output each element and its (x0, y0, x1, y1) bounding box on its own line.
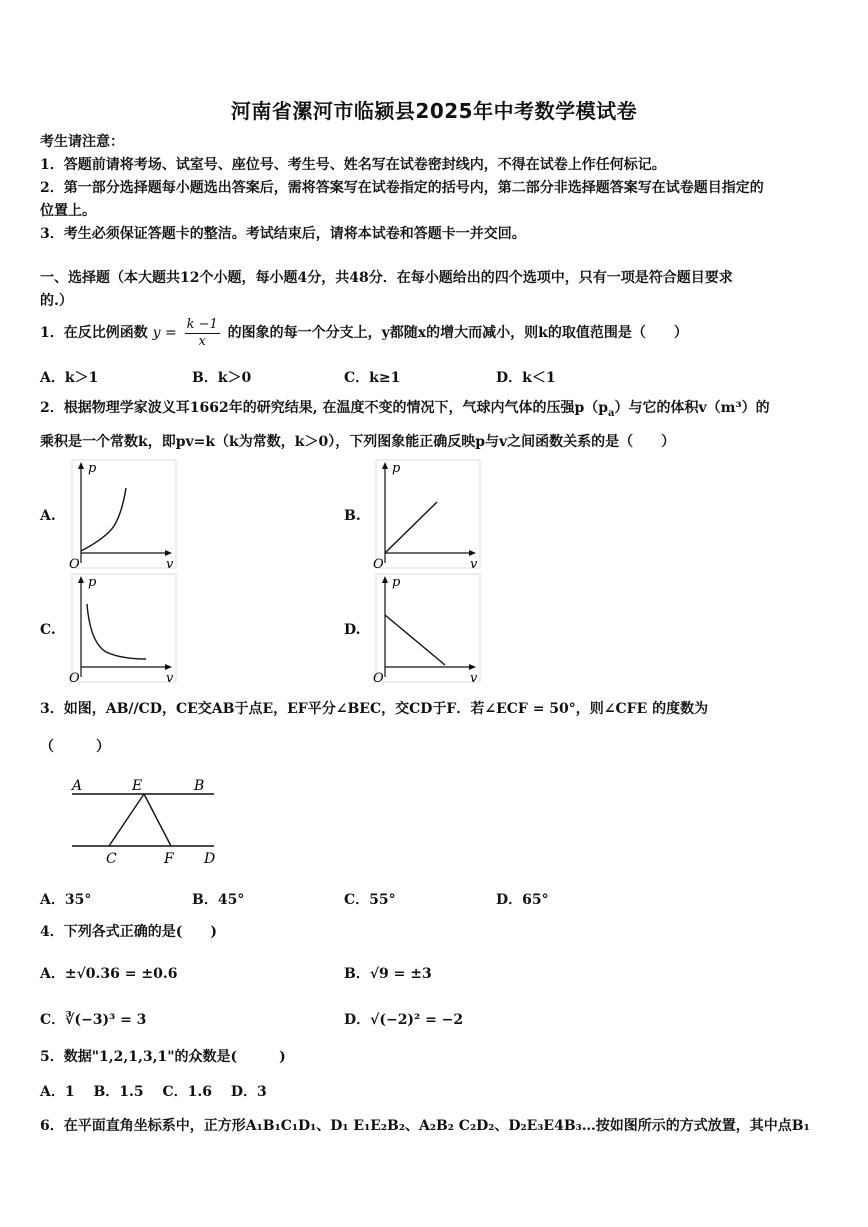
q3-option-a: A．35° (40, 892, 92, 908)
notice-item-3: 3．考生必须保证答题卡的整洁。考试结束后，请将本试卷和答题卡一并交回。 (40, 226, 526, 242)
question-3-line-1: 3．如图，AB//CD，CE交AB于点E，EF平分∠BEC，交CD于F．若∠ECF = 50°，则∠CFE 的度数为 (40, 701, 709, 717)
axis-v-label: v (166, 671, 174, 686)
q5-options: A．1 B．1.5 C．1.6 D．3 (40, 1084, 267, 1100)
q2-sub: a (608, 407, 615, 419)
origin-label: O (373, 671, 384, 686)
page-title: 河南省漯河市临颍县2025年中考数学模试卷 (230, 99, 638, 123)
q2-text-a: 2．根据物理学家波义耳1662年的研究结果, 在温度不变的情况下，气球内气体的压强p（p (40, 400, 609, 416)
notice-heading: 考生请注意： (40, 134, 124, 150)
axis-v-label: v (166, 557, 174, 572)
axis-v-label: v (470, 671, 478, 686)
origin-label: O (373, 557, 384, 572)
q3-parallel-lines-figure (64, 774, 234, 866)
q3-option-d: D．65° (496, 892, 549, 908)
q2-graph-d (370, 572, 482, 687)
q2-label-c: C. (40, 622, 56, 638)
q1-option-a: A．k＞1 (40, 370, 99, 386)
q1-y: y = (152, 325, 177, 341)
notice-item-2-cont: 位置上。 (40, 203, 96, 219)
axis-p-label: p (392, 461, 401, 476)
q1-fraction (185, 317, 220, 350)
q2-label-d: D. (344, 622, 361, 638)
q2-label-a: A. (40, 508, 56, 524)
point-e-label: E (132, 778, 143, 794)
q1-option-b: B．k＞0 (192, 370, 252, 386)
q4-option-c: C．∛(−3)³ = 3 (40, 1012, 147, 1028)
q1-suffix: 的图象的每一个分支上，y都随x的增大而减小，则k的取值范围是（ ） (227, 325, 688, 341)
q1-option-c: C．k≥1 (344, 370, 401, 386)
section-heading: 一、选择题（本大题共12个小题，每小题4分，共48分．在每小题给出的四个选项中，只有一项是符合题目要求 (40, 270, 733, 286)
q2-text-b: ）与它的体积v（m³）的 (614, 400, 770, 416)
question-3-line-2: （ ） (40, 739, 110, 755)
axis-p-label: p (88, 461, 97, 476)
q4-option-d: D．√(−2)² = −2 (344, 1012, 464, 1028)
q1-numerator: k −1 (186, 316, 218, 332)
origin-label: O (69, 671, 80, 686)
q3-option-c: C．55° (344, 892, 396, 908)
q4-option-a: A．±√0.36 = ±0.6 (40, 966, 178, 982)
axis-p-label: p (88, 575, 97, 590)
q2-graph-a (66, 458, 178, 573)
point-b-label: B (194, 778, 205, 794)
question-6-stem: 6．在平面直角坐标系中，正方形A₁B₁C₁D₁、D₁ E₁E₂B₂、A₂B₂ C₂D₂、D₂E₃E4B₃…按如图所示的方式放置，其中点B₁ (40, 1118, 810, 1134)
q3-option-b: B．45° (192, 892, 245, 908)
q2-graph-b (370, 458, 482, 573)
section-heading-cont: 的.） (40, 293, 73, 309)
point-a-label: A (72, 778, 83, 794)
q2-label-b: B. (344, 508, 361, 524)
question-2-line-1 (40, 399, 770, 423)
origin-label: O (69, 557, 80, 572)
q2-graph-c (66, 572, 178, 687)
question-2-line-2: 乘积是一个常数k，即pv=k（k为常数，k＞0），下列图象能正确反映p与v之间函数关系的是（ ） (40, 434, 676, 450)
question-5-stem: 5．数据"1,2,1,3,1"的众数是( ) (40, 1049, 286, 1065)
notice-item-2: 2．第一部分选择题每小题选出答案后，需将答案写在试卷指定的括号内，第二部分非选择题答案写在试卷题目指定的 (40, 180, 764, 196)
point-d-label: D (204, 851, 216, 866)
q4-option-b: B．√9 = ±3 (344, 966, 432, 982)
question-4-stem: 4．下列各式正确的是( ) (40, 924, 217, 940)
question-1-stem (40, 316, 688, 350)
notice-item-1: 1．答题前请将考场、试室号、座位号、考生号、姓名写在试卷密封线内，不得在试卷上作任何标记。 (40, 157, 666, 173)
point-c-label: C (106, 851, 117, 866)
point-f-label: F (164, 851, 174, 866)
q1-option-d: D．k＜1 (496, 370, 556, 386)
q1-denominator: x (198, 333, 206, 349)
q1-prefix: 1．在反比例函数 (40, 325, 148, 341)
axis-v-label: v (470, 557, 478, 572)
axis-p-label: p (392, 575, 401, 590)
